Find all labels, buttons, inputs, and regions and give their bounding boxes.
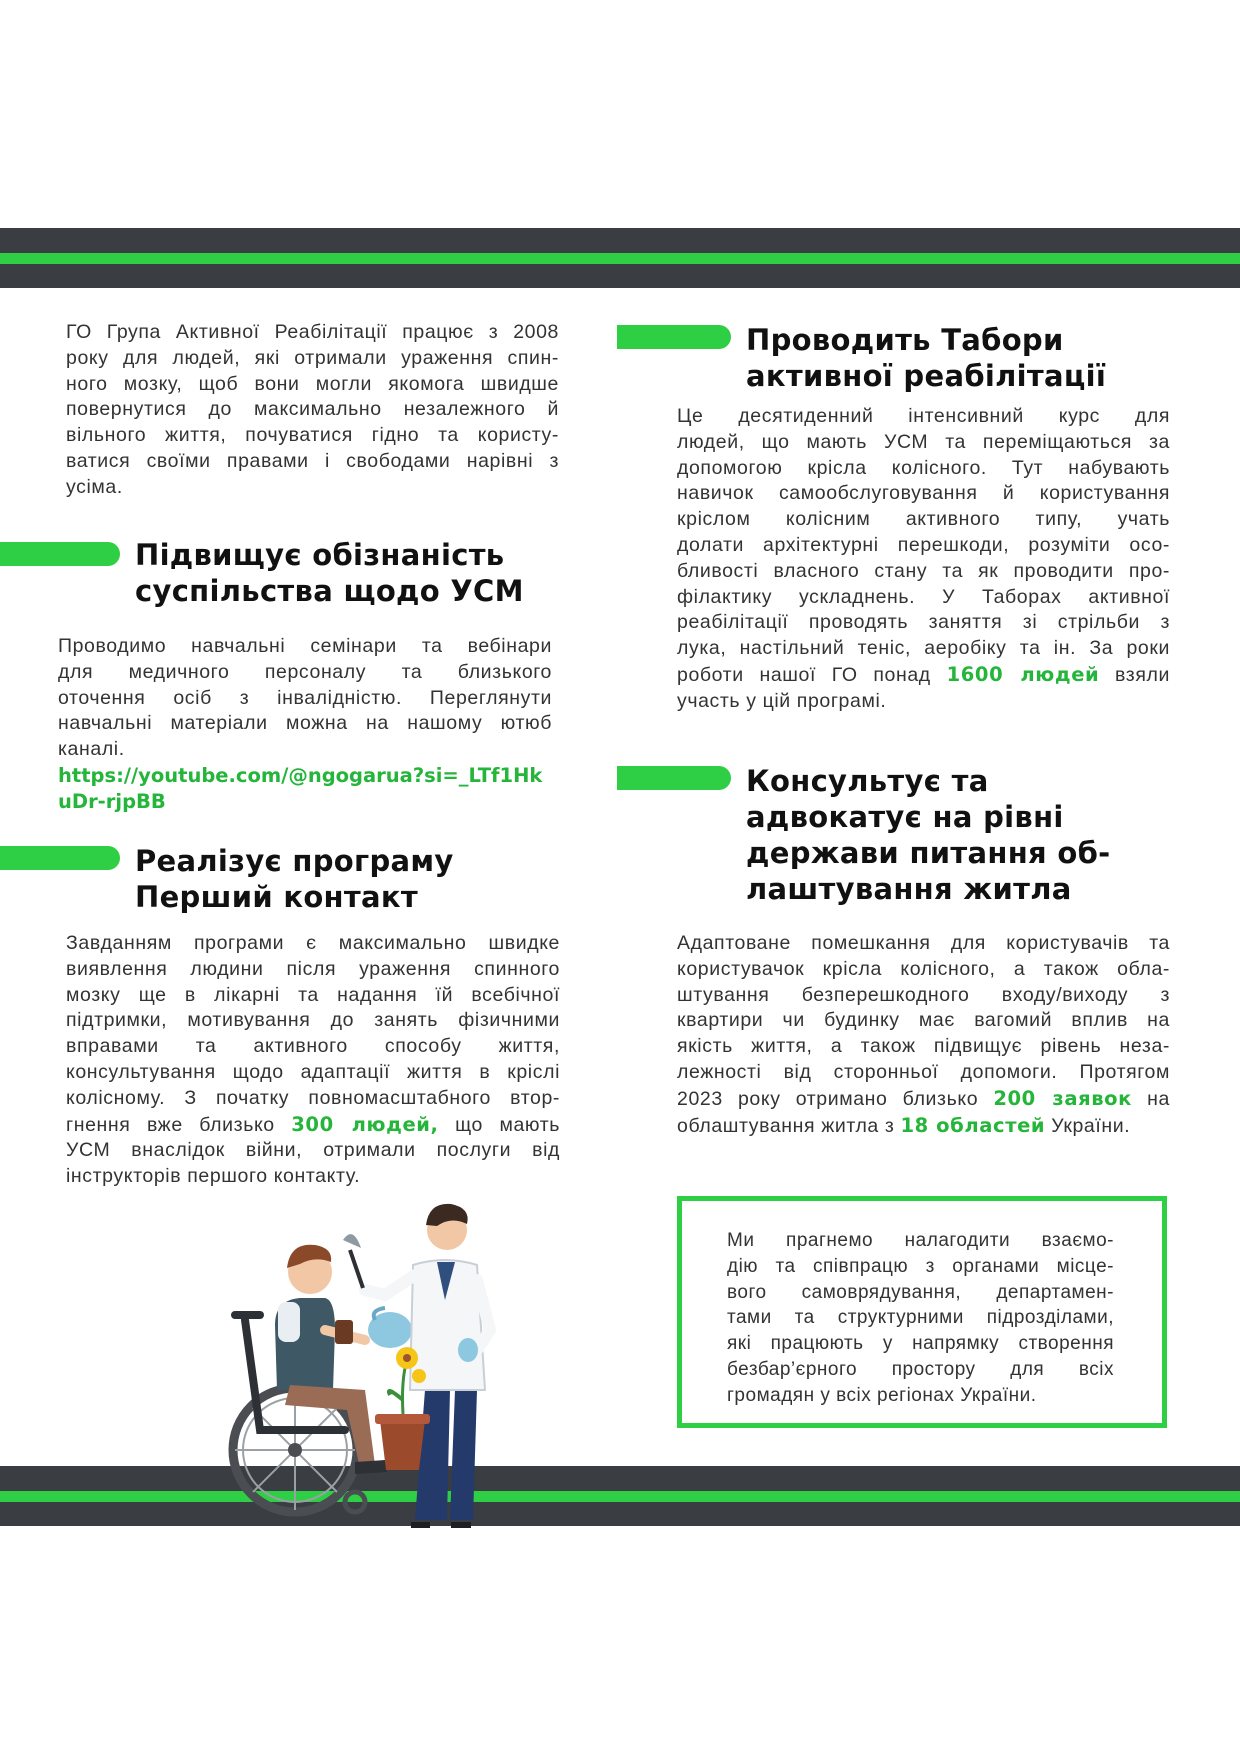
first-contact-line: вправами та активного способу життя, <box>66 1035 560 1058</box>
camps-line: роботи нашої ГО понад 1600 людей взяли <box>677 662 1170 686</box>
camps-line: лука, настільний теніс, аеробіку та ін. За роки <box>677 637 1170 660</box>
cooperation-line: безбар’єрного простору для всіх <box>727 1358 1114 1380</box>
seated-person-icon <box>275 1245 387 1474</box>
highlight-200: 200 заявок <box>993 1086 1132 1110</box>
camps-line: філактику ускладнень. У Таборах активної <box>677 585 1170 608</box>
awareness-line: навчальні матеріали можна на нашому ютюб <box>58 712 552 735</box>
first-contact-line: інструкторів першого контакту. <box>66 1165 361 1188</box>
bottom-band <box>0 1466 1240 1526</box>
top-band <box>0 228 1240 288</box>
first-contact-line: УСМ внаслідок війни, отримали послуги від <box>66 1139 560 1162</box>
section-title-camps: Проводить Табори активної реабілітації <box>746 323 1107 393</box>
cooperation-line: громадян у всіх регіонах України. <box>727 1384 1037 1406</box>
housing-line: квартири чи будинку має вагомий вплив на <box>677 1009 1170 1032</box>
camps-line: участь у цій програмі. <box>677 689 887 712</box>
first-contact-line: мозку ще в лікарні та надання їй всебічної <box>66 983 560 1006</box>
cooperation-line: дію та співпрацю з органами місце- <box>727 1255 1114 1277</box>
intro-line: усіма. <box>66 475 123 498</box>
intro-line: ного мозку, щоб вони могли якомога швидше <box>66 372 559 395</box>
cooperation-line: тами та структурними підрозділами, <box>727 1307 1114 1329</box>
section-title-first-contact: Реалізує програму Перший контакт <box>135 844 454 914</box>
housing-line: Адаптоване помешкання для користувачів та <box>677 932 1170 954</box>
intro-line: вільного життя, почуватися гідно та користу- <box>66 424 559 447</box>
housing-body <box>677 931 1170 1139</box>
first-contact-body <box>66 931 560 1190</box>
housing-line: штування безперешкодного входу/виходу з <box>677 983 1170 1006</box>
bottom-band-stripe <box>0 1491 1240 1502</box>
camps-line: бливості власного стану та як проводити про- <box>677 559 1170 582</box>
camps-line: Це десятиденний інтенсивний курс для <box>677 405 1170 427</box>
intro-paragraph <box>66 320 559 501</box>
housing-line: лежності від сторонньої допомоги. Протягом <box>677 1060 1170 1083</box>
housing-line: користувачок крісла колісного, а також обла- <box>677 957 1170 980</box>
highlight-300: 300 людей, <box>291 1112 439 1136</box>
housing-line: облаштування житла з 18 областей України. <box>677 1113 1131 1137</box>
awareness-body <box>58 634 552 815</box>
first-contact-line: виявлення людини після ураження спинного <box>66 957 560 980</box>
section-title-awareness: Підвищує обізнаність суспільства щодо УСМ <box>135 538 524 608</box>
first-contact-line: підтримки, мотивування до занять фізичними <box>66 1009 560 1032</box>
section-marker-housing <box>617 766 731 790</box>
camps-line: навичок самообслуговування й користування <box>677 482 1170 505</box>
cooperation-text <box>727 1228 1114 1409</box>
intro-line: ГО Група Активної Реабілітації працює з 2008 <box>66 321 559 343</box>
section-title-housing: Консультує та адвокатує на рівні держави питання об- лаштування житла <box>746 764 1111 906</box>
youtube-link[interactable]: https://youtube.com/@ngogarua?si=_LTf1Hk uDr-rjpBB <box>58 763 543 813</box>
housing-line: якість життя, а також підвищує рівень неза- <box>677 1035 1170 1058</box>
highlight-1600: 1600 людей <box>946 662 1100 686</box>
first-contact-line: гнення вже близько 300 людей, що мають <box>66 1112 560 1136</box>
cooperation-line: Ми прагнемо налагодити взаємо- <box>727 1230 1114 1251</box>
camps-line: людей, що мають УСМ та переміщаються за <box>677 430 1170 453</box>
housing-line: 2023 року отримано близько 200 заявок на <box>677 1086 1170 1110</box>
awareness-line: оточення осіб з інвалідністю. Переглянути <box>58 686 552 709</box>
awareness-line: Проводимо навчальні семінари та вебінари <box>58 635 552 657</box>
first-contact-line: консультування щодо адаптації життя в кріслі <box>66 1060 560 1083</box>
intro-line: року для людей, які отримали ураження спин- <box>66 346 559 369</box>
camps-line: реабілітації проводять заняття зі стрільби з <box>677 611 1170 634</box>
cooperation-line: які працюють у напрямку створення <box>727 1333 1114 1355</box>
first-contact-line: Завданням програми є максимально швидке <box>66 932 560 954</box>
awareness-line: для медичного персоналу та близького <box>58 660 552 683</box>
section-marker-camps <box>617 325 731 349</box>
highlight-18: 18 областей <box>900 1113 1046 1137</box>
camps-line: кріслом колісним активного типу, учать <box>677 508 1170 531</box>
camps-body <box>677 404 1170 715</box>
cooperation-box <box>677 1196 1167 1428</box>
section-marker-awareness <box>0 542 120 566</box>
intro-line: ватися своїми правами і свободами нарівні з <box>66 449 559 472</box>
standing-person-icon <box>343 1204 490 1528</box>
awareness-line: каналі. <box>58 738 125 761</box>
top-band-stripe <box>0 253 1240 264</box>
cooperation-line: вого самоврядування, департамен- <box>727 1281 1114 1303</box>
wheelchair-gardening-illustration <box>215 1190 565 1530</box>
first-contact-line: колісному. З початку повномасштабного втор- <box>66 1086 560 1109</box>
camps-line: допомогою крісла колісного. Тут набувають <box>677 456 1170 479</box>
camps-line: долати архітектурні перешкоди, розуміти осо- <box>677 533 1170 556</box>
intro-line: повернутися до максимально незалежного й <box>66 398 559 421</box>
section-marker-first-contact <box>0 846 120 870</box>
